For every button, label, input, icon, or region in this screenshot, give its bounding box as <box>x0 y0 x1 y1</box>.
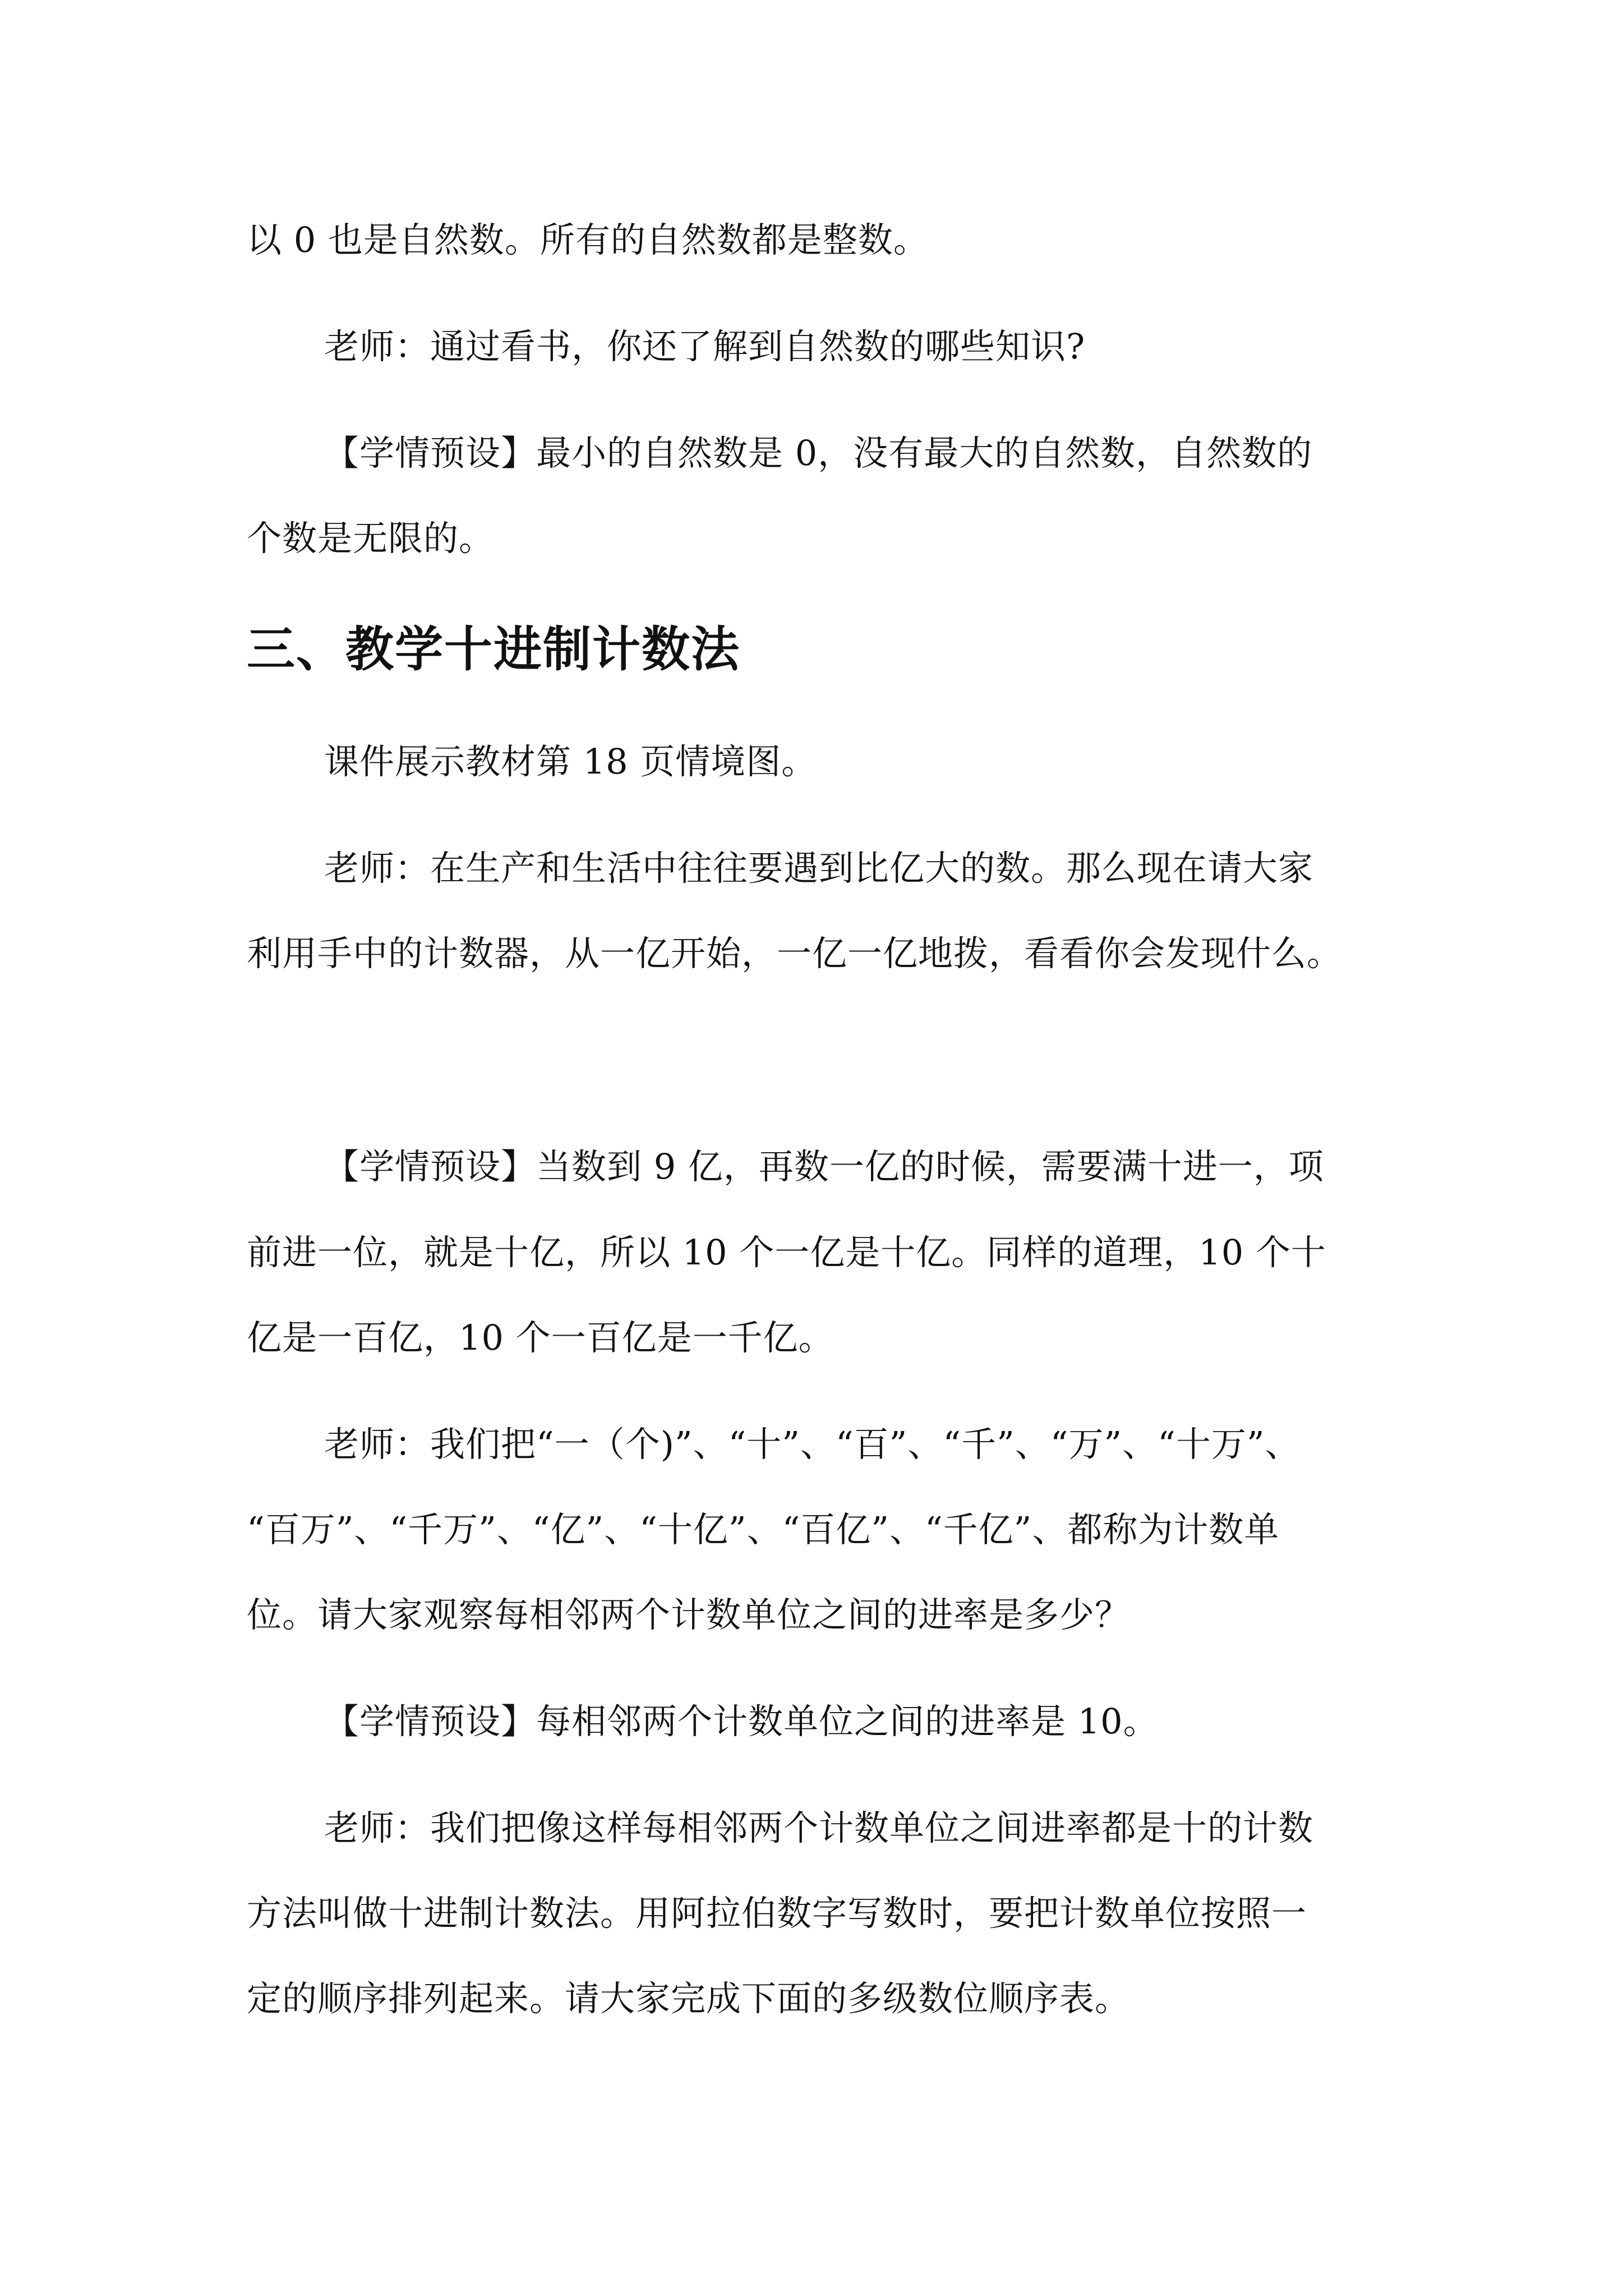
paragraph-line: “百万”、“千万”、“亿”、“十亿”、“百亿”、“千亿”、都称为计数单 <box>247 1509 1280 1550</box>
paragraph-line: 方法叫做十进制计数法。用阿拉伯数字写数时，要把计数单位按照一 <box>247 1893 1307 1934</box>
section-heading: 三、教学十进制计数法 <box>247 621 740 678</box>
paragraph-line: 个数是无限的。 <box>247 518 495 559</box>
paragraph-line: 课件展示教材第 18 页情境图。 <box>324 741 817 782</box>
paragraph-line: 老师：在生产和生活中往往要遇到比亿大的数。那么现在请大家 <box>324 848 1314 889</box>
paragraph-line: 位。请大家观察每相邻两个计数单位之间的进率是多少？ <box>247 1594 1131 1635</box>
paragraph-line: 【学情预设】当数到 9 亿，再数一亿的时候，需要满十进一，项 <box>324 1146 1324 1187</box>
paragraph-line: 【学情预设】每相邻两个计数单位之间的进率是 10。 <box>324 1701 1159 1742</box>
paragraph-line: 以 0 也是自然数。所有的自然数都是整数。 <box>247 219 929 260</box>
paragraph-line: 老师：通过看书，你还了解到自然数的哪些知识? <box>324 326 1086 367</box>
paragraph-line: 老师：我们把像这样每相邻两个计数单位之间进率都是十的计数 <box>324 1807 1314 1848</box>
paragraph-line: 利用手中的计数器，从一亿开始，一亿一亿地拨，看看你会发现什么。 <box>247 933 1343 974</box>
paragraph-line: 【学情预设】最小的自然数是 0，没有最大的自然数，自然数的 <box>324 432 1313 473</box>
paragraph-line: 老师：我们把“一（个)”、“十”、“百”、“千”、“万”、“十万”、 <box>324 1424 1301 1465</box>
paragraph-line: 定的顺序排列起来。请大家完成下面的多级数位顺序表。 <box>247 1978 1131 2019</box>
paragraph-line: 亿是一百亿，10 个一百亿是一千亿。 <box>247 1317 834 1358</box>
paragraph-line: 前进一位，就是十亿，所以 10 个一亿是十亿。同样的道理，10 个十 <box>247 1232 1326 1273</box>
